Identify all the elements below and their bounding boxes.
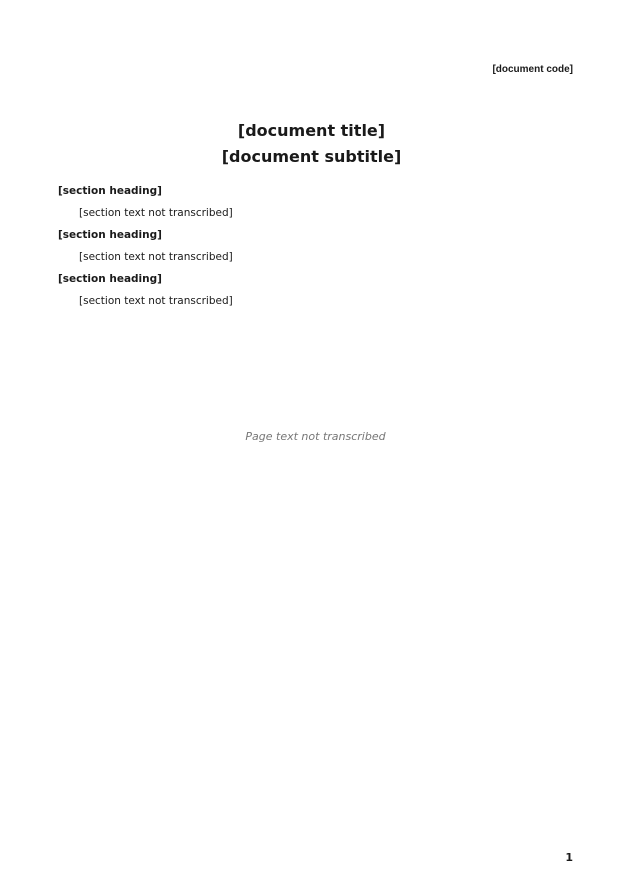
document-subtitle: [document subtitle]	[221, 147, 402, 166]
section-1	[58, 180, 573, 224]
section-heading: [section heading]	[58, 273, 162, 285]
section-text: [section text not transcribed]	[79, 207, 233, 219]
page-number: 1	[565, 851, 573, 864]
section-text: [section text not transcribed]	[79, 295, 233, 307]
title-block	[0, 118, 623, 170]
section-heading: [section heading]	[58, 185, 162, 197]
section-heading: [section heading]	[58, 229, 162, 241]
transcription-note: Page text not transcribed	[245, 430, 386, 443]
section-2	[58, 224, 573, 268]
section-text: [section text not transcribed]	[79, 251, 233, 263]
document-body	[58, 180, 573, 312]
document-title: [document title]	[237, 121, 386, 140]
section-3	[58, 268, 573, 312]
document-code: [document code]	[492, 64, 573, 75]
